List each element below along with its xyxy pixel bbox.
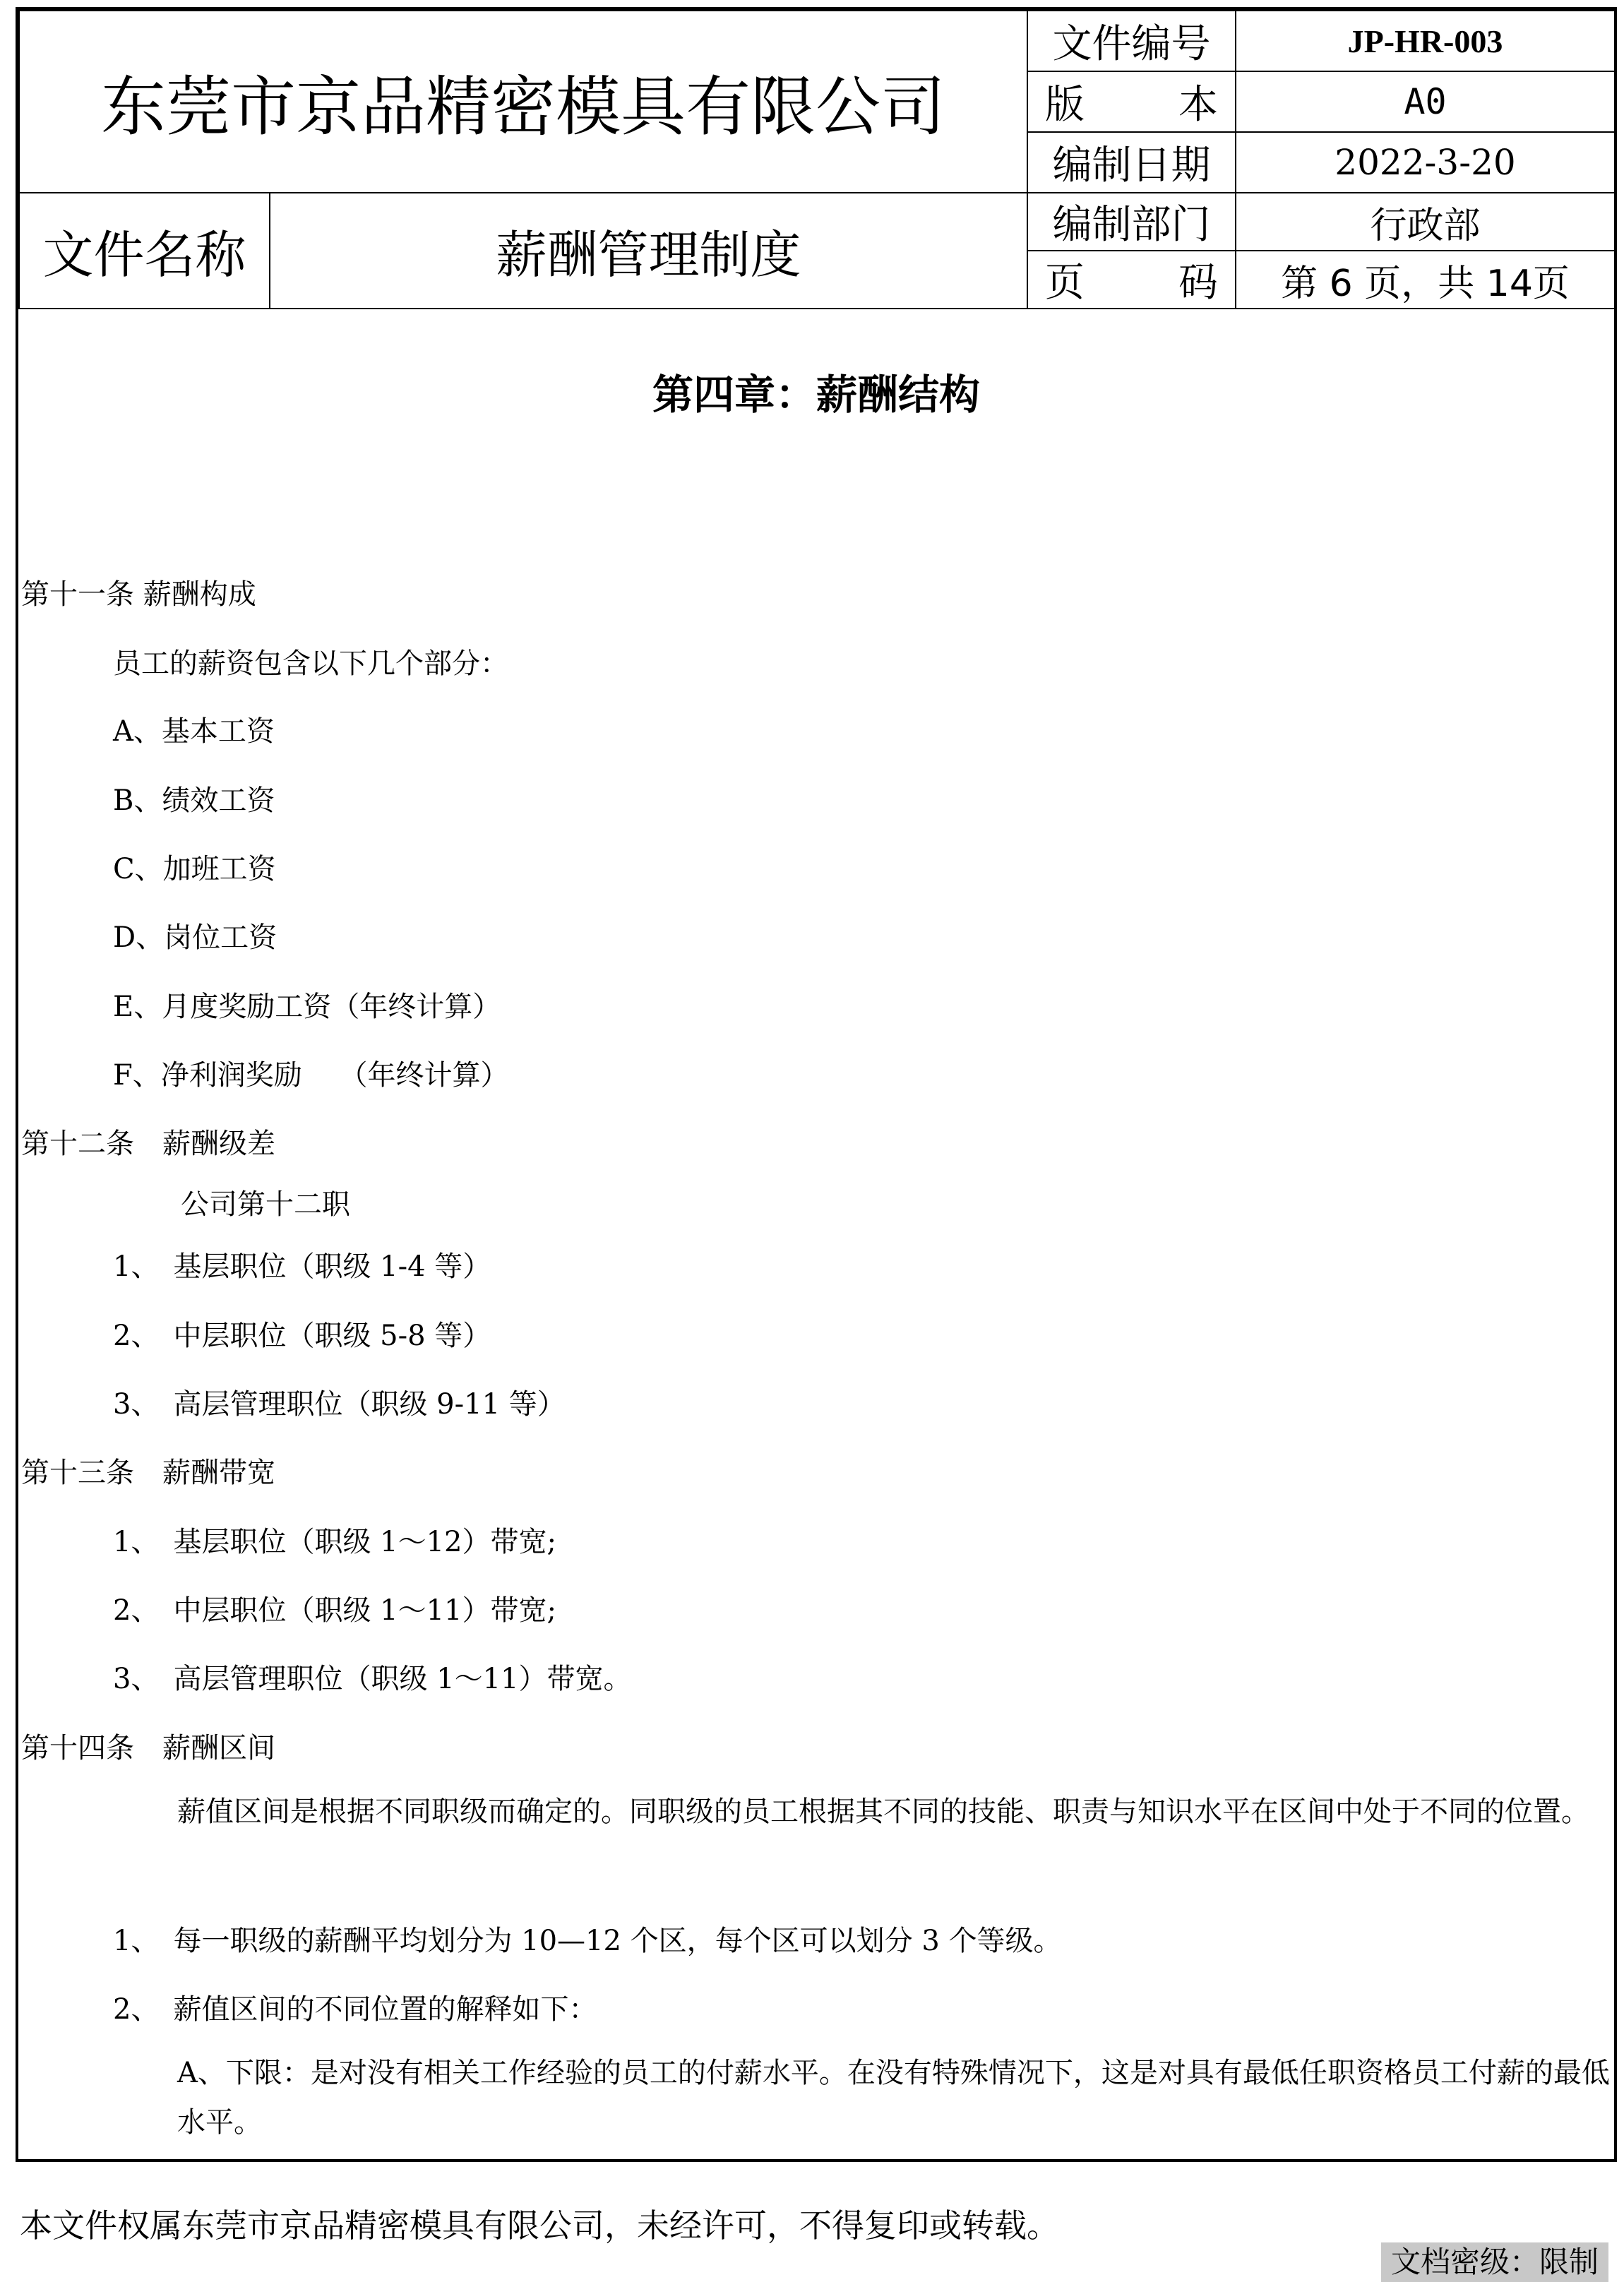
body-paragraph: A、下限：是对没有相关工作经验的员工的付薪水平。在没有特殊情况下，这是对具有最低任职资格员工付薪的最低水平。 xyxy=(177,2057,1610,2139)
list-item: 2、 薪值区间的不同位置的解释如下： xyxy=(113,1993,597,2026)
list-item: 1、 基层职位（职级 1-4 等） xyxy=(113,1250,491,1283)
body-paragraph: 薪值区间是根据不同职级而确定的。同职级的员工根据其不同的技能、职责与知识水平在区间中处于不同的位置。 xyxy=(177,1796,1589,1828)
version-value: A0 xyxy=(1236,71,1615,132)
chapter-title: 第四章：薪酬结构 xyxy=(652,371,980,419)
list-item: 3、 高层管理职位（职级 1～11）带宽。 xyxy=(113,1663,632,1695)
body-line: 员工的薪资包含以下几个部分： xyxy=(113,647,508,680)
list-item: 1、 基层职位（职级 1～12）带宽; xyxy=(113,1526,556,1558)
company-name: 东莞市京品精密模具有限公司 xyxy=(19,11,1027,193)
version-label xyxy=(1027,71,1236,132)
article-13-heading: 第十三条 薪酬带宽 xyxy=(21,1457,275,1489)
classification-badge: 文档密级：限制 xyxy=(1381,2242,1608,2282)
list-item: A、基本工资 xyxy=(113,715,275,748)
list-item: 2、 中层职位（职级 1～11）带宽; xyxy=(113,1594,556,1627)
list-item: E、月度奖励工资（年终计算） xyxy=(113,991,501,1023)
article-11-heading: 第十一条 薪酬构成 xyxy=(21,578,256,611)
article-12-heading: 第十二条 薪酬级差 xyxy=(21,1128,275,1160)
version-label-left: 版 xyxy=(1045,82,1085,128)
page-label xyxy=(1027,251,1236,309)
compile-date-label: 编制日期 xyxy=(1027,132,1236,193)
doc-name: 薪酬管理制度 xyxy=(270,193,1027,309)
doc-name-label: 文件名称 xyxy=(19,193,270,309)
copyright-notice: 本文件权属东莞市京品精密模具有限公司，未经许可，不得复印或转载。 xyxy=(20,2206,1059,2245)
article-14-heading: 第十四条 薪酬区间 xyxy=(21,1732,275,1764)
list-item: D、岗位工资 xyxy=(113,921,277,954)
list-item: 1、 每一职级的薪酬平均划分为 10—12 个区，每个区可以划分 3 个等级。 xyxy=(113,1925,1062,1957)
list-item: B、绩效工资 xyxy=(113,784,275,817)
list-item: 2、 中层职位（职级 5-8 等） xyxy=(113,1320,491,1352)
department-label: 编制部门 xyxy=(1027,193,1236,251)
page-label-left: 页 xyxy=(1045,260,1085,306)
department-value: 行政部 xyxy=(1236,193,1615,251)
page-number-value: 第 6 页，共 14页 xyxy=(1236,251,1615,309)
list-item: 3、 高层管理职位（职级 9-11 等） xyxy=(113,1388,566,1421)
document-frame xyxy=(16,7,1617,2162)
doc-code-label: 文件编号 xyxy=(1027,11,1236,71)
body-line: 公司第十二职 xyxy=(181,1188,350,1221)
doc-code-value: JP-HR-003 xyxy=(1236,11,1615,71)
list-item: C、加班工资 xyxy=(113,853,276,885)
page-label-right: 码 xyxy=(1178,260,1219,306)
document-header-table xyxy=(18,10,1616,309)
compile-date-value: 2022-3-20 xyxy=(1236,132,1615,193)
version-label-right: 本 xyxy=(1178,82,1219,128)
list-item: F、净利润奖励 （年终计算） xyxy=(113,1059,509,1092)
